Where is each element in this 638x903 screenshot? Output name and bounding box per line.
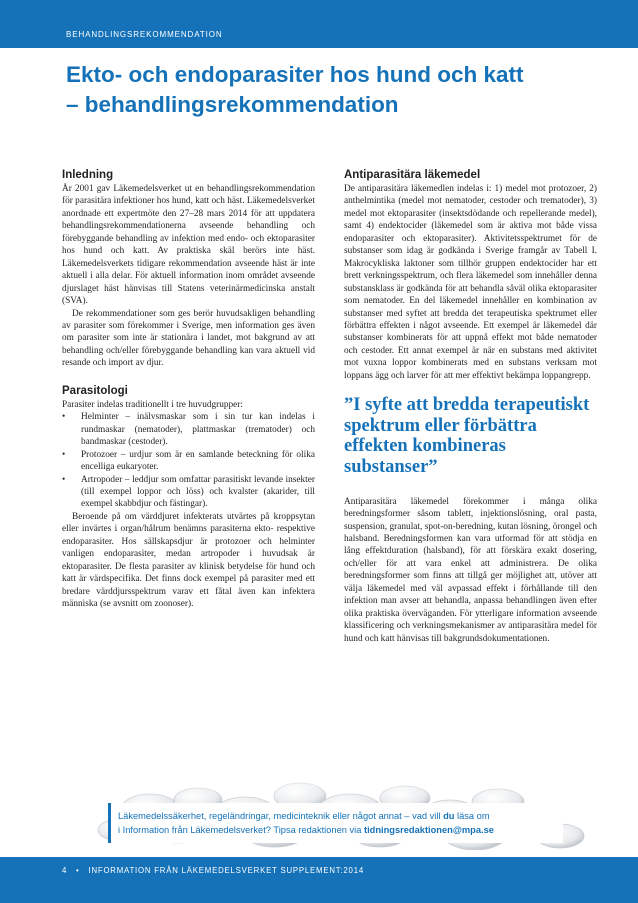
email-link[interactable]: tidningsredaktionen@mpa.se	[363, 825, 494, 836]
parasite-groups-list	[62, 411, 315, 511]
right-column	[344, 168, 597, 645]
footer-text	[62, 866, 364, 875]
tips-line2: i Information från Läkemedelsverket? Tipsa redaktionen via	[118, 825, 364, 836]
list-item-text: Protozoer – urdjur som är en samlande beteckning för olika encelliga eukaryoter.	[81, 449, 315, 473]
parasitologi-intro: Parasiter indelas traditionellt i tre huvudgrupper:	[62, 399, 243, 410]
list-item	[62, 411, 315, 448]
tips-line1-end: läsa om	[454, 811, 490, 821]
bullet-icon: •	[62, 412, 66, 423]
footer-bar	[0, 857, 638, 903]
left-column	[62, 168, 315, 611]
article-title	[66, 60, 606, 120]
title-line-2: – behandlingsrekommendation	[66, 92, 399, 117]
tips-line1: Läkemedelssäkerhet, regeländringar, medicinteknik eller något annat – vad vill	[118, 811, 444, 821]
footer-separator: •	[76, 866, 80, 875]
title-line-1: Ekto- och endoparasiter hos hund och katt	[66, 62, 524, 87]
publication-name: INFORMATION FRÅN LÄKEMEDELSVERKET SUPPLEMENT:2014	[88, 866, 364, 875]
bullet-icon: •	[62, 474, 66, 485]
section-label: BEHANDLINGSREKOMMENDATION	[66, 30, 223, 39]
antiparasitara-paragraph-1: De antiparasitära läkemedlen indelas i: 1) medel mot protozoer, 2) anthelmintika (medel mot nematoder, cestoder och trematoder), 3) medel mot ektoparasiter (insektsdödande och repellerande medel), samt 4) endektocider (läkemedel som är aktiva mot både vissa endoparasiter och ektoparasiter). Aktivitetsspektrumet för de substanser som idag är godkända i Sverige framgår av Tabell I. Makrocykliska laktoner som tillhör gruppen endektocider har ett brett verkningsspektrum, och flera läkemedel som innehåller denna substansklass är godkända för att behandla såväl olika ektoparasiter som nematoder. En del läkemedel innehåller en kombination av substanser med syftet att bredda det terapeutiska spektrumet eller förbättra effekten i något avseende. Ett exempel är läkemedel där substanser kombinerats för att uppnå effekt mot både nematoder och cestoder. Ett annat exempel är när en substans med aktivitet mot vuxna loppor kombinerats med en substans verksam mot loppans ägg och larver för att mer effektivt bekämpa loppangrepp.	[344, 184, 597, 381]
heading-inledning: Inledning	[62, 169, 114, 181]
inledning-paragraph-2: De rekommendationer som ges berör huvudsakligen behandling av parasiter som förekommer i Sverige, men information ges även om parasiter som inte är stationära i landet, mot bakgrund av att behandling och/eller förebyggande behandling kan vara aktuell vid resande och import av djur.	[62, 308, 315, 369]
tips-text	[118, 809, 563, 838]
tips-box	[108, 803, 563, 843]
header-bar	[0, 0, 638, 48]
pull-quote: ”I syfte att bredda terapeutiskt spektrum eller förbättra effekten kombineras substanser”	[344, 395, 590, 478]
list-item-text: Helminter – inälvsmaskar som i sin tur kan indelas i rundmaskar (nematoder), plattmaskar (trematoder) och bandmaskar (cestoder).	[81, 412, 315, 448]
list-item	[62, 474, 315, 511]
parasitologi-paragraph-2: Beroende på om värddjuret infekterats utvärtes på kroppsytan eller invärtes i organ/hålrum benämns parasiterna ekto- respektive endoparasiter. Hos sällskapsdjur är protozoer och helminter vanligen endoparasiter, medan artropoder i huvudsak är ektoparasiter. De flesta parasiter av klinisk betydelse för hund och katt är värdspecifika. Det finns dock exempel på parasiter med ett bredare värddjursspektrum varav ett fåtal även kan infektera människa (se avsnitt om zoonoser).	[62, 511, 315, 610]
antiparasitara-paragraph-2: Antiparasitära läkemedel förekommer i många olika beredningsformer såsom tablett, injektionslösning, oral pasta, suspension, granulat, spot-on-beredning, kutan lösning, örongel och halsband. Beredningsformen kan vara utformad för att stödja en lång effektduration (halsband), för att förskära exakt dosering, och/eller för att vara enkel att administrera. De olika beredningsformer som finns att tillgå ger möjlighet att, utöver att välja läkemedel med väl avpassad effekt i förhållande till den infektion man avser att behandla, anpassa behandlingen även efter olika praktiska överväganden. För ytterligare information avseende klassificering och verkningsmekanismer av antiparasitära medel för hund och katt hänvisas till bakgrundsdokumentationen.	[344, 496, 597, 644]
inledning-paragraph-1: År 2001 gav Läkemedelsverket ut en behandlingsrekommendation för parasitära infektioner hos hund, katt och häst. Läkemedelsverket anordnade ett expertmöte den 27–28 mars 2014 för att uppdatera behandlingsrekommendationerna avseende behandling och förebyggande behandling av infektion med endo- och ektoparasiter hos hund och katt. Av praktiska skäl berörs inte häst. Läkemedelsverkets tidigare rekommendation avseende häst är inte aktuell i alla delar. För aktuell information inom området avseende djurslaget häst hänvisas till Statens veterinärmedicinska anstalt (SVA).	[62, 184, 315, 307]
tips-accent-bar	[108, 803, 111, 843]
list-item-text: Artropoder – leddjur som omfattar parasitiskt levande insekter (till exempel loppor och löss) och kvalster (akarider, till exempel skabbdjur och fästingar).	[81, 474, 315, 510]
bullet-icon: •	[62, 449, 66, 460]
heading-antiparasitara: Antiparasitära läkemedel	[344, 169, 481, 181]
page-number: 4	[62, 866, 68, 875]
heading-parasitologi: Parasitologi	[62, 384, 128, 397]
list-item	[62, 449, 315, 474]
tips-emphasis: du	[443, 811, 455, 821]
